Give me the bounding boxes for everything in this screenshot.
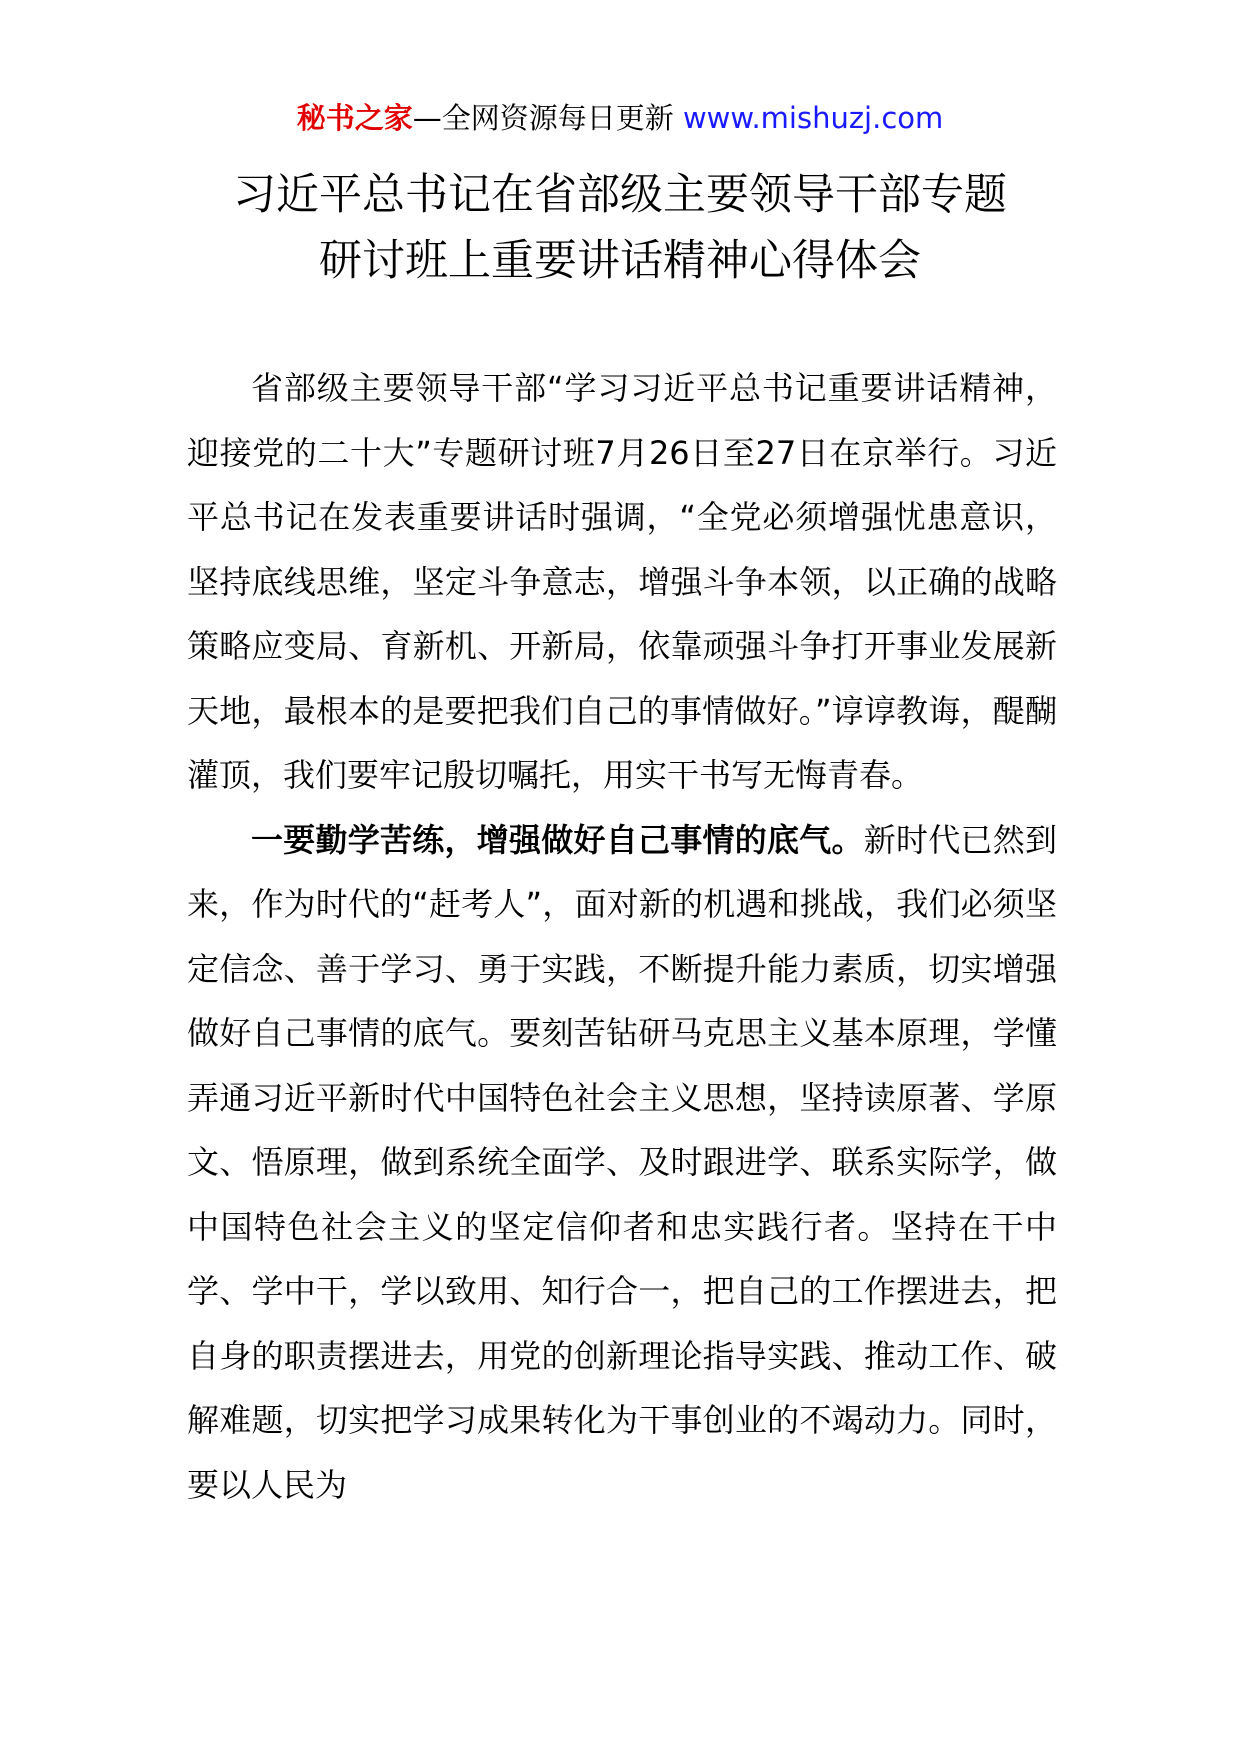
title-line-2: 研讨班上重要讲话精神心得体会 bbox=[319, 236, 921, 286]
site-url-link[interactable]: www.mishuzj.com bbox=[682, 101, 944, 135]
paragraph-2-lead: 一要勤学苦练，增强做好自己事情的底气。 bbox=[251, 820, 864, 859]
site-header bbox=[0, 98, 1240, 138]
document-title bbox=[0, 162, 1240, 294]
brand-name: 秘书之家 bbox=[296, 101, 413, 135]
paragraph-1 bbox=[187, 356, 1057, 808]
header-tagline: —全网资源每日更新 bbox=[412, 101, 674, 135]
paragraph-2 bbox=[187, 808, 1057, 1518]
title-line-1: 习近平总书记在省部级主要领导干部专题 bbox=[233, 170, 1007, 220]
paragraph-2-text: 新时代已然到来，作为时代的“赶考人”，面对新的机遇和挑战，我们必须坚定信念、善于学习、勇于实践，不断提升能力素质，切实增强做好自己事情的底气。要刻苦钻研马克思主义基本原理，学懂弄通习近平新时代中国特色社会主义思想，坚持读原著、学原文、悟原理，做到系统全面学、及时跟进学、联系实际学，做中国特色社会主义的坚定信仰者和忠实践行者。坚持在干中学、学中干，学以致用、知行合一，把自己的工作摆进去，把自身的职责摆进去，用党的创新理论指导实践、推动工作、破解难题，切实把学习成果转化为干事创业的不竭动力。同时，要以人民为 bbox=[187, 820, 1057, 1504]
paragraph-1-text: 省部级主要领导干部“学习习近平总书记重要讲话精神，迎接党的二十大”专题研讨班7月26日至27日在京举行。习近平总书记在发表重要讲话时强调，“全党必须增强忧患意识，坚持底线思维，坚定斗争意志，增强斗争本领，以正确的战略策略应变局、育新机、开新局，依靠顽强斗争打开事业发展新天地，最根本的是要把我们自己的事情做好。”谆谆教诲，醍醐灌顶，我们要牢记殷切嘱托，用实干书写无悔青春。 bbox=[187, 369, 1057, 794]
document-body bbox=[187, 356, 1057, 1517]
